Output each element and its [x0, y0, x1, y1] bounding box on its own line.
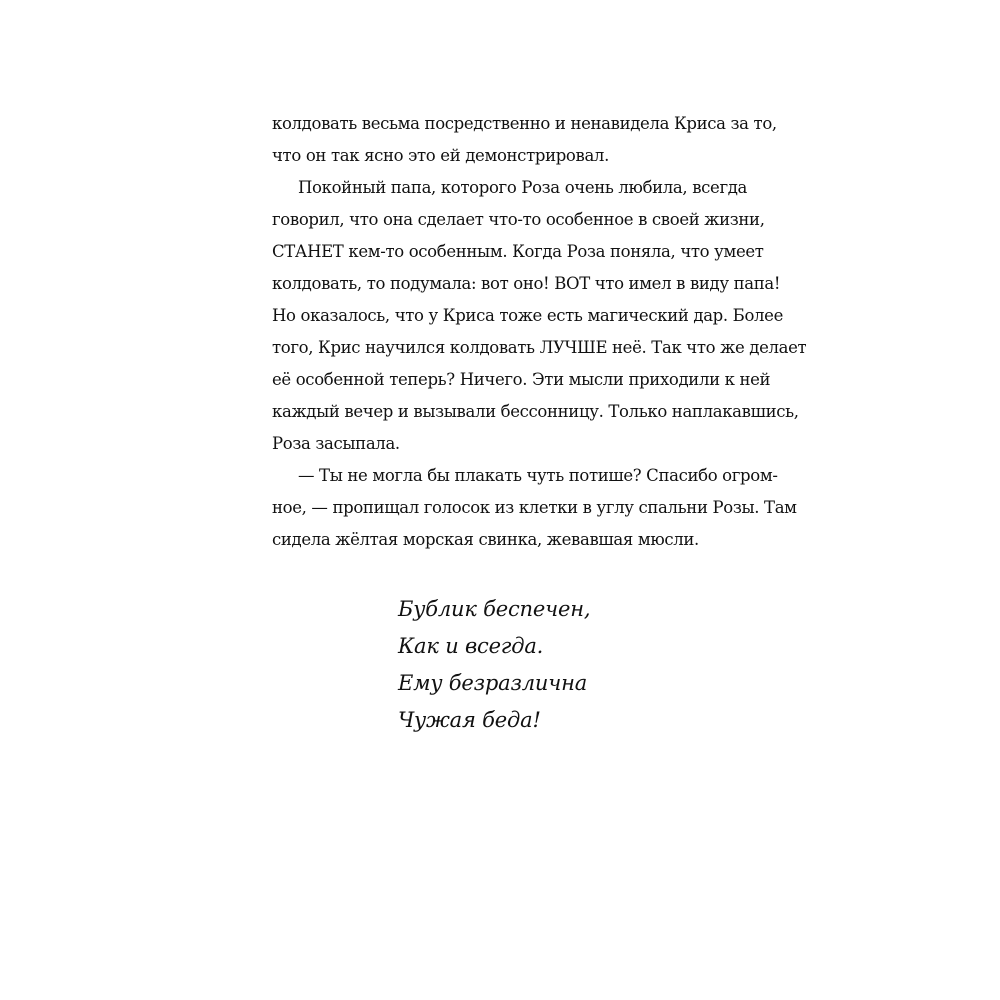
paragraph-1-line-1: колдовать весьма посредственно и ненавидела Криса за то,: [272, 114, 777, 133]
paragraph-2-line-6: того, Крис научился колдовать ЛУЧШЕ неё. Так что же делает: [272, 338, 807, 357]
verse-line-1: Бублик беспечен,: [398, 597, 591, 621]
verse-line-4: Чужая беда!: [398, 708, 541, 732]
paragraph-3-line-1: — Ты не могла бы плакать чуть потише? Спасибо огром-: [298, 466, 778, 485]
paragraph-2-line-4: колдовать, то подумала: вот оно! ВОТ что имел в виду папа!: [272, 274, 781, 293]
paragraph-2-line-3: СТАНЕТ кем-то особенным. Когда Роза поняла, что умеет: [272, 242, 764, 261]
paragraph-2-line-8: каждый вечер и вызывали бессонницу. Только наплакавшись,: [272, 402, 799, 421]
paragraph-3-line-2: ное, — пропищал голосок из клетки в углу спальни Розы. Там: [272, 498, 797, 517]
paragraph-2-line-1: Покойный папа, которого Роза очень любила, всегда: [298, 178, 748, 197]
verse-line-3: Ему безразлична: [398, 671, 588, 695]
paragraph-2-line-9: Роза засыпала.: [272, 434, 400, 453]
paragraph-2-line-5: Но оказалось, что у Криса тоже есть магический дар. Более: [272, 306, 783, 325]
paragraph-2-line-7: её особенной теперь? Ничего. Эти мысли приходили к ней: [272, 370, 771, 389]
paragraph-3-line-3: сидела жёлтая морская свинка, жевавшая мюсли.: [272, 530, 699, 549]
paragraph-2-line-2: говорил, что она сделает что-то особенное в своей жизни,: [272, 210, 765, 229]
paragraph-1-line-2: что он так ясно это ей демонстрировал.: [272, 146, 609, 165]
verse-line-2: Как и всегда.: [398, 634, 544, 658]
